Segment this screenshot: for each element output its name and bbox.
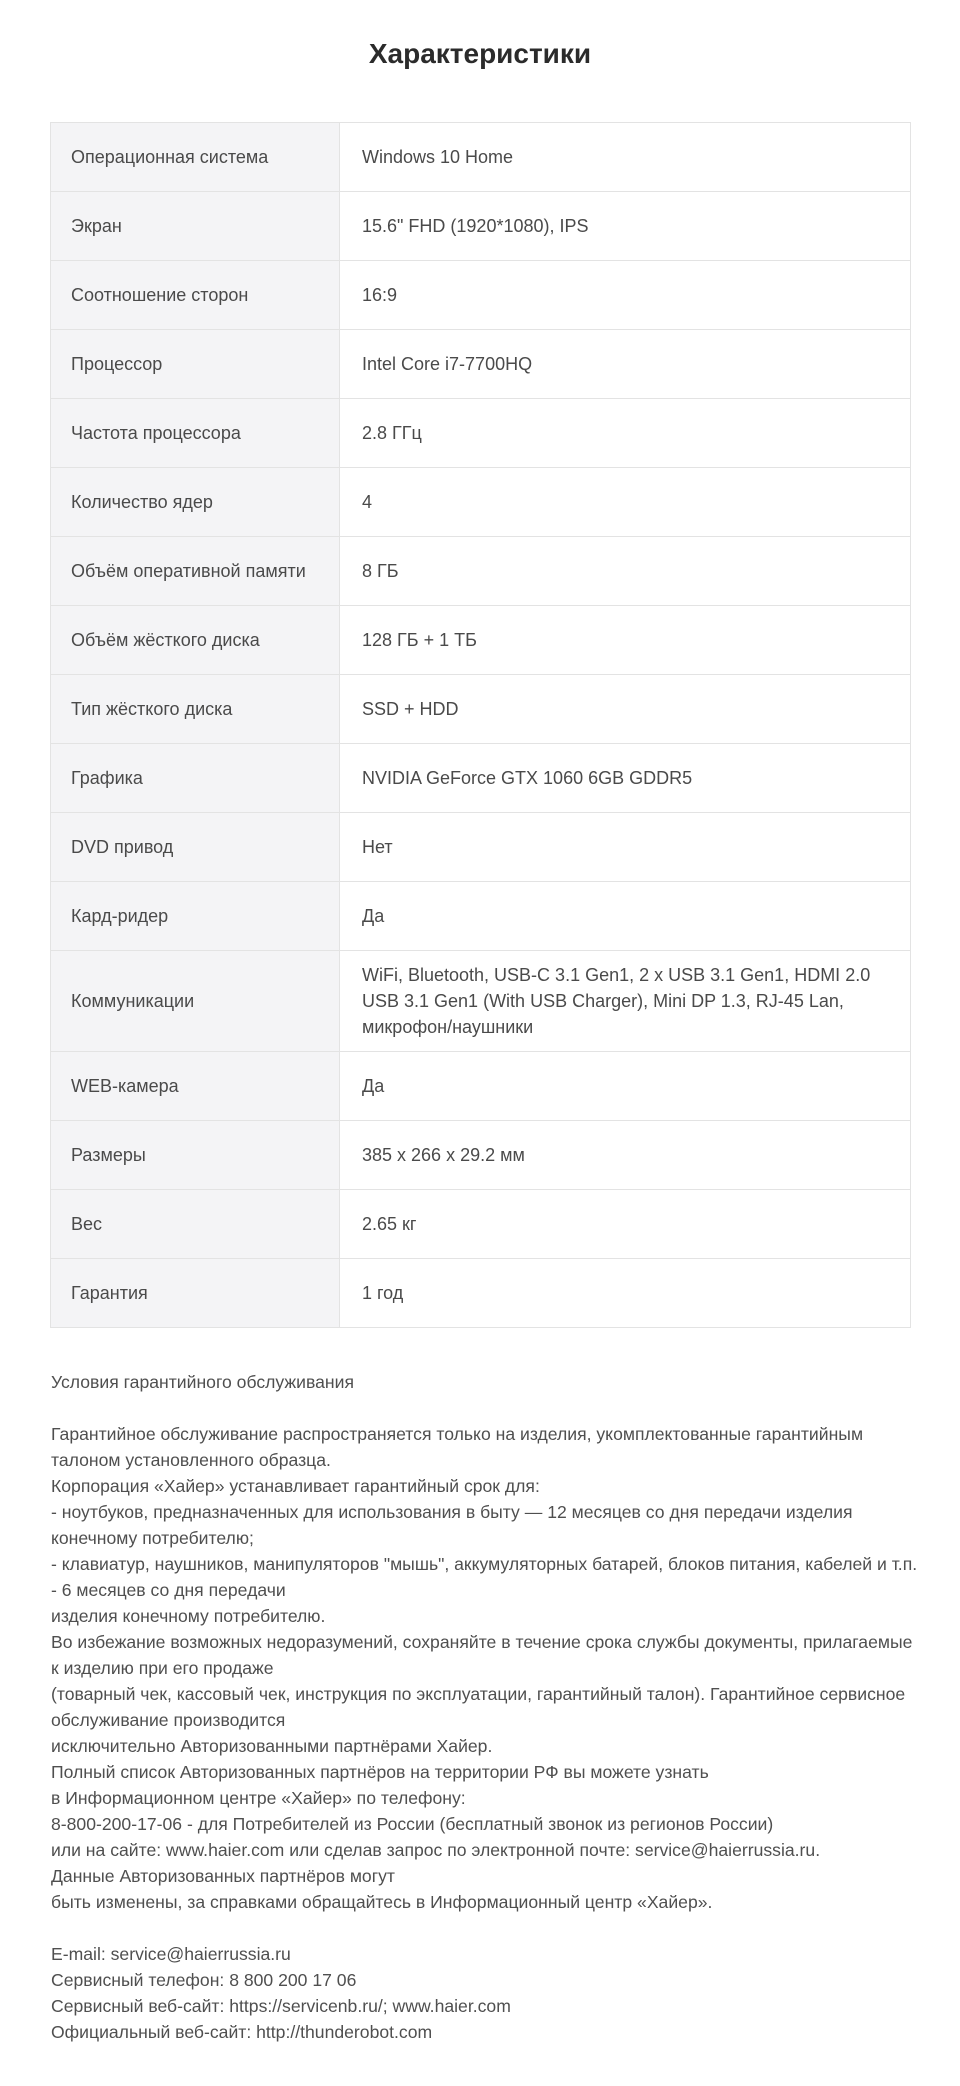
table-row	[51, 606, 911, 675]
table-row	[51, 1190, 911, 1259]
spec-value: WiFi, Bluetooth, USB-C 3.1 Gen1, 2 x USB 3.1 Gen1, HDMI 2.0 USB 3.1 Gen1 (With USB Charger), Mini DP 1.3, RJ-45 Lan, микрофон/наушники	[340, 951, 911, 1052]
spec-value: 15.6" FHD (1920*1080), IPS	[340, 192, 911, 261]
spec-key: Тип жёсткого диска	[51, 675, 340, 744]
table-row	[51, 192, 911, 261]
spec-value: NVIDIA GeForce GTX 1060 6GB GDDR5	[340, 744, 911, 813]
table-row	[51, 951, 911, 1052]
warranty-line: или на сайте: www.haier.com или сделав запрос по электронной почте: service@haierrussia.ru.	[51, 1840, 821, 1860]
table-row	[51, 675, 911, 744]
warranty-line: - ноутбуков, предназначенных для использования в быту — 12 месяцев со дня передачи изделия конечному потребителю;	[51, 1502, 853, 1548]
spec-value: 8 ГБ	[340, 537, 911, 606]
warranty-line: Корпорация «Хайер» устанавливает гарантийный срок для:	[51, 1476, 540, 1496]
spec-value: 16:9	[340, 261, 911, 330]
spec-key: Вес	[51, 1190, 340, 1259]
specs-table	[50, 122, 911, 1328]
warranty-line: Полный список Авторизованных партнёров на территории РФ вы можете узнать	[51, 1762, 709, 1782]
spec-key: Гарантия	[51, 1259, 340, 1328]
spec-key: Частота процессора	[51, 399, 340, 468]
spec-value: 2.8 ГГц	[340, 399, 911, 468]
spec-value: Intel Core i7-7700HQ	[340, 330, 911, 399]
page-title: Характеристики	[368, 38, 592, 69]
warranty-heading: Условия гарантийного обслуживания	[51, 1372, 354, 1392]
warranty-line: Во избежание возможных недоразумений, сохраняйте в течение срока службы документы, прилагаемые к изделию при его продаже	[51, 1632, 913, 1678]
spec-key: Размеры	[51, 1121, 340, 1190]
contact-phone: Сервисный телефон: 8 800 200 17 06	[51, 1970, 357, 1990]
spec-key: WEB-камера	[51, 1052, 340, 1121]
spec-key: Коммуникации	[51, 951, 340, 1052]
spec-key: Графика	[51, 744, 340, 813]
warranty-line: - клавиатур, наушников, манипуляторов "мышь", аккумуляторных батарей, блоков питания, кабелей и т.п. - 6 месяцев со дня передачи	[51, 1554, 918, 1600]
contact-official-site: Официальный веб-сайт: http://thunderobot.com	[51, 2022, 433, 2042]
spec-key: Количество ядер	[51, 468, 340, 537]
warranty-line: быть изменены, за справками обращайтесь в Информационный центр «Хайер».	[51, 1892, 713, 1912]
table-row	[51, 813, 911, 882]
table-row	[51, 330, 911, 399]
warranty-section	[51, 1369, 921, 2045]
spec-value: 4	[340, 468, 911, 537]
table-row	[51, 468, 911, 537]
warranty-line: (товарный чек, кассовый чек, инструкция по эксплуатации, гарантийный талон). Гарантийное сервисное обслуживание производится	[51, 1684, 906, 1730]
spec-value: Нет	[340, 813, 911, 882]
spec-key: Кард-ридер	[51, 882, 340, 951]
table-row	[51, 882, 911, 951]
spec-value: Да	[340, 882, 911, 951]
spec-key: Объём оперативной памяти	[51, 537, 340, 606]
spec-key: DVD привод	[51, 813, 340, 882]
table-row	[51, 744, 911, 813]
contact-email: E-mail: service@haierrussia.ru	[51, 1944, 291, 1964]
spec-value: 2.65 кг	[340, 1190, 911, 1259]
spec-value: Да	[340, 1052, 911, 1121]
spec-key: Процессор	[51, 330, 340, 399]
table-row	[51, 123, 911, 192]
warranty-line: исключительно Авторизованными партнёрами Хайер.	[51, 1736, 493, 1756]
spec-value: 1 год	[340, 1259, 911, 1328]
spec-value: SSD + HDD	[340, 675, 911, 744]
spec-value: 385 x 266 x 29.2 мм	[340, 1121, 911, 1190]
spec-key: Операционная система	[51, 123, 340, 192]
table-row	[51, 1121, 911, 1190]
spec-value: Windows 10 Home	[340, 123, 911, 192]
warranty-line: изделия конечному потребителю.	[51, 1606, 326, 1626]
table-row	[51, 261, 911, 330]
spec-key: Объём жёсткого диска	[51, 606, 340, 675]
warranty-line: 8-800-200-17-06 - для Потребителей из России (бесплатный звонок из регионов России)	[51, 1814, 774, 1834]
table-row	[51, 1259, 911, 1328]
spec-value: 128 ГБ + 1 ТБ	[340, 606, 911, 675]
warranty-line: в Информационном центре «Хайер» по телефону:	[51, 1788, 466, 1808]
warranty-line: Гарантийное обслуживание распространяется только на изделия, укомплектованные гарантийным талоном установленного образца.	[51, 1424, 864, 1470]
table-row	[51, 1052, 911, 1121]
table-row	[51, 399, 911, 468]
spacer	[51, 1395, 921, 1421]
table-row	[51, 537, 911, 606]
warranty-line: Данные Авторизованных партнёров могут	[51, 1866, 395, 1886]
spacer	[51, 1915, 921, 1941]
contact-service-site: Сервисный веб-сайт: https://servicenb.ru/; www.haier.com	[51, 1996, 511, 2016]
spec-key: Соотношение сторон	[51, 261, 340, 330]
spec-key: Экран	[51, 192, 340, 261]
